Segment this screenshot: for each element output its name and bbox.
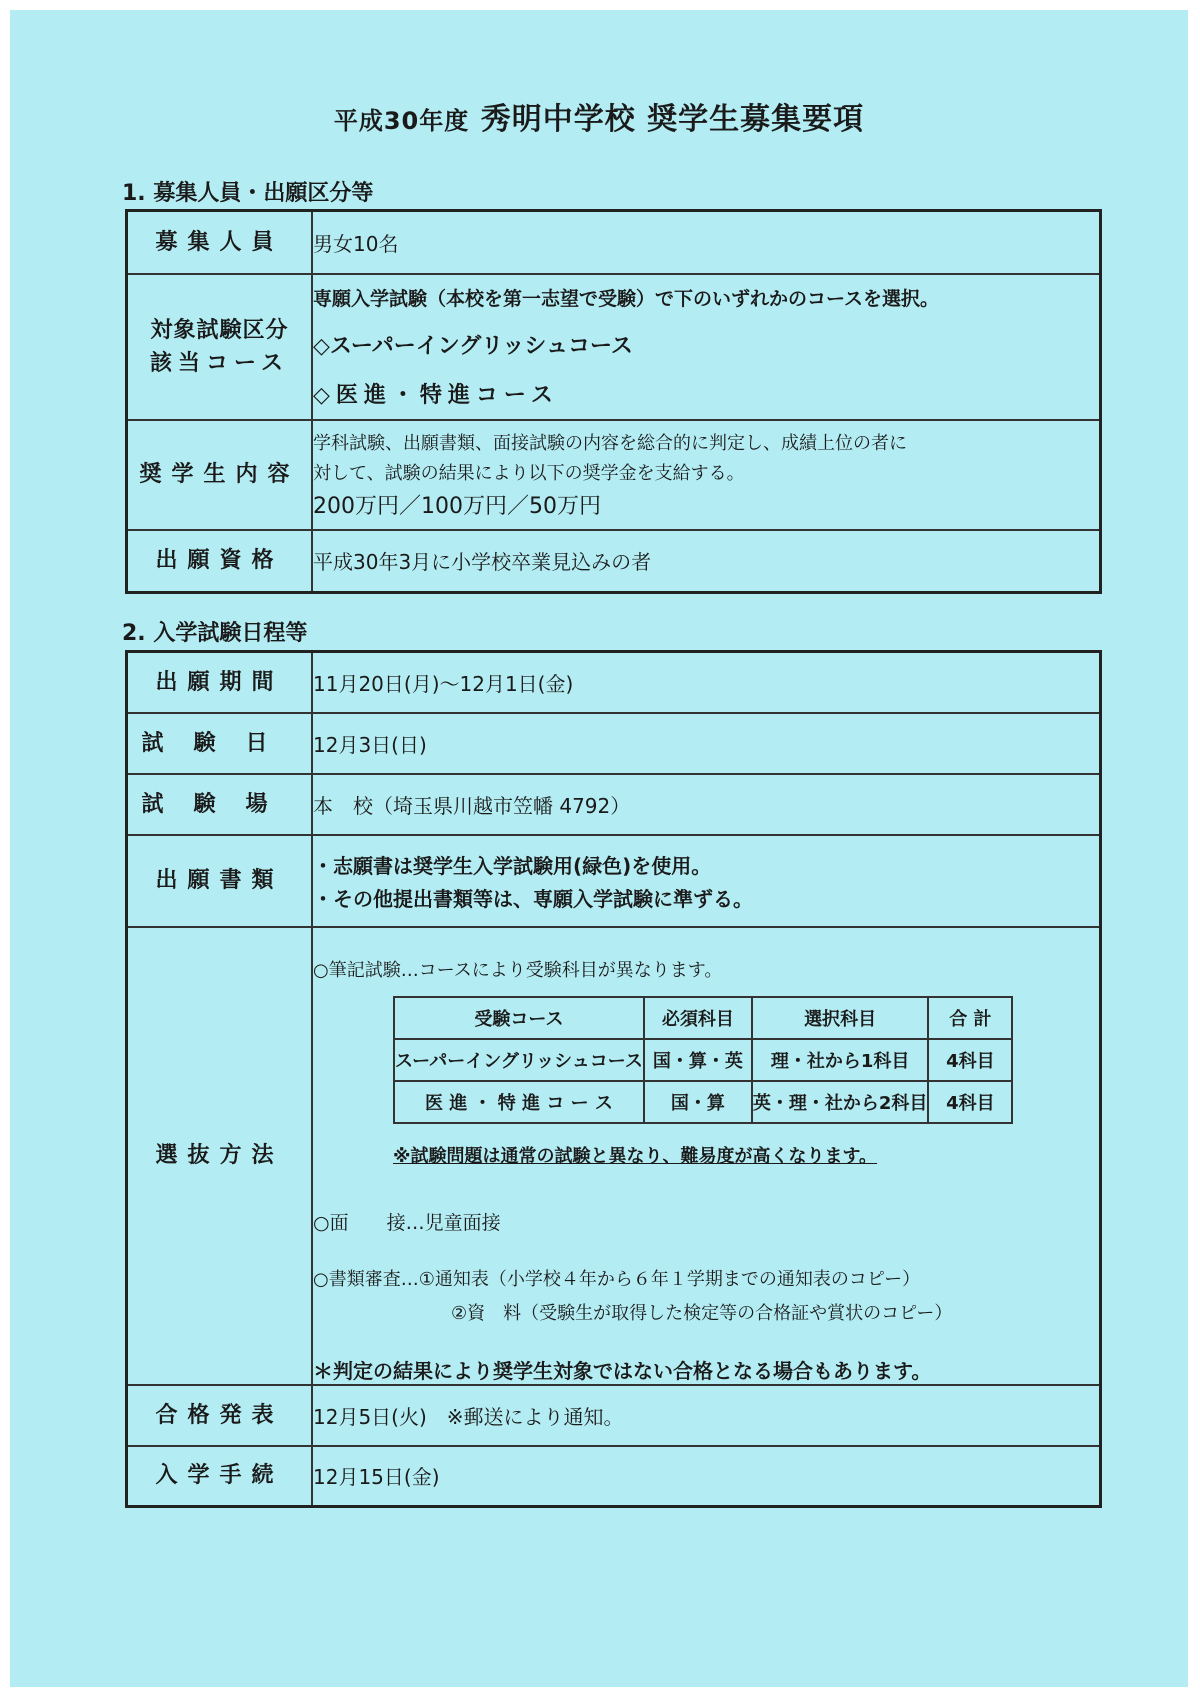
title-year: 平成30年度 bbox=[333, 107, 470, 135]
row-procedure bbox=[127, 1446, 1101, 1507]
row-period bbox=[127, 652, 1101, 713]
venue-value: 本 校（埼玉県川越市笠幡 4792） bbox=[312, 774, 1101, 835]
announcement-label: 合格発表 bbox=[127, 1385, 313, 1446]
page-title bbox=[10, 94, 1188, 138]
title-main: 秀明中学校 奨学生募集要項 bbox=[480, 102, 865, 137]
interview: ○面 接…児童面接 bbox=[313, 1211, 501, 1234]
written-exam: ○筆記試験…コースにより受験科目が異なります。 bbox=[313, 959, 723, 981]
documents-label: 出願書類 bbox=[127, 835, 313, 927]
scholarship-label: 奨学生内容 bbox=[127, 420, 313, 530]
section2-heading: 2. 入学試験日程等 bbox=[122, 621, 308, 646]
section1-table bbox=[125, 209, 1102, 594]
eligibility-label: 出願資格 bbox=[127, 530, 313, 593]
judgement-footnote: ＊判定の結果により奨学生対象ではない合格となる場合もあります。 bbox=[313, 1358, 932, 1383]
subject-table bbox=[393, 996, 1013, 1124]
row-selection bbox=[127, 927, 1101, 1385]
row-course bbox=[127, 274, 1101, 420]
row-scholarship bbox=[127, 420, 1101, 530]
procedure-value: 12月15日(金) bbox=[312, 1446, 1101, 1507]
venue-label: 試験場 bbox=[127, 774, 313, 835]
course-label: 対象試験区分 該当コース bbox=[127, 274, 313, 420]
exam-date-value: 12月3日(日) bbox=[312, 713, 1101, 774]
section1-heading: 1. 募集人員・出願区分等 bbox=[122, 181, 374, 206]
difficulty-note: ※試験問題は通常の試験と異なり、難易度が高くなります。 bbox=[393, 1145, 878, 1167]
capacity-label: 募集人員 bbox=[127, 211, 313, 274]
row-documents bbox=[127, 835, 1101, 927]
procedure-label: 入学手続 bbox=[127, 1446, 313, 1507]
period-label: 出願期間 bbox=[127, 652, 313, 713]
subject-table-header: 受験コース 必須科目 選択科目 合 計 bbox=[394, 997, 1012, 1039]
exam-date-label: 試験日 bbox=[127, 713, 313, 774]
capacity-value: 男女10名 bbox=[312, 211, 1101, 274]
row-venue bbox=[127, 774, 1101, 835]
row-eligibility bbox=[127, 530, 1101, 593]
row-exam-date bbox=[127, 713, 1101, 774]
selection-value bbox=[312, 927, 1101, 1385]
section2-table bbox=[125, 650, 1102, 1508]
selection-label: 選抜方法 bbox=[127, 927, 313, 1385]
eligibility-value: 平成30年3月に小学校卒業見込みの者 bbox=[312, 530, 1101, 593]
course-value: 専願入学試験（本校を第一志望で受験）で下のいずれかのコースを選択。 ◇スーパーイングリッシュコース ◇医進・特進コース bbox=[312, 274, 1101, 420]
docs-review-line2: ②資 料（受験生が取得した検定等の合格証や賞状のコピー） bbox=[451, 1302, 953, 1324]
subject-table-row: 医 進 ・ 特 進 コ ー ス 国・算 英・理・社から2科目 4科目 bbox=[394, 1081, 1012, 1123]
document-page bbox=[10, 10, 1188, 1687]
announcement-value: 12月5日(火) ※郵送により通知。 bbox=[312, 1385, 1101, 1446]
docs-review-line1: ○書類審査…①通知表（小学校４年から６年１学期までの通知表のコピー） bbox=[313, 1268, 921, 1290]
row-capacity bbox=[127, 211, 1101, 274]
period-value: 11月20日(月)～12月1日(金) bbox=[312, 652, 1101, 713]
scholarship-value: 学科試験、出願書類、面接試験の内容を総合的に判定し、成績上位の者に 対して、試験の結果により以下の奨学金を支給する。 200万円／100万円／50万円 bbox=[312, 420, 1101, 530]
row-announcement bbox=[127, 1385, 1101, 1446]
subject-table-row: スーパーイングリッシュコース 国・算・英 理・社から1科目 4科目 bbox=[394, 1039, 1012, 1081]
documents-value: ・志願書は奨学生入学試験用(緑色)を使用。 ・その他提出書類等は、専願入学試験に準ずる。 bbox=[312, 835, 1101, 927]
